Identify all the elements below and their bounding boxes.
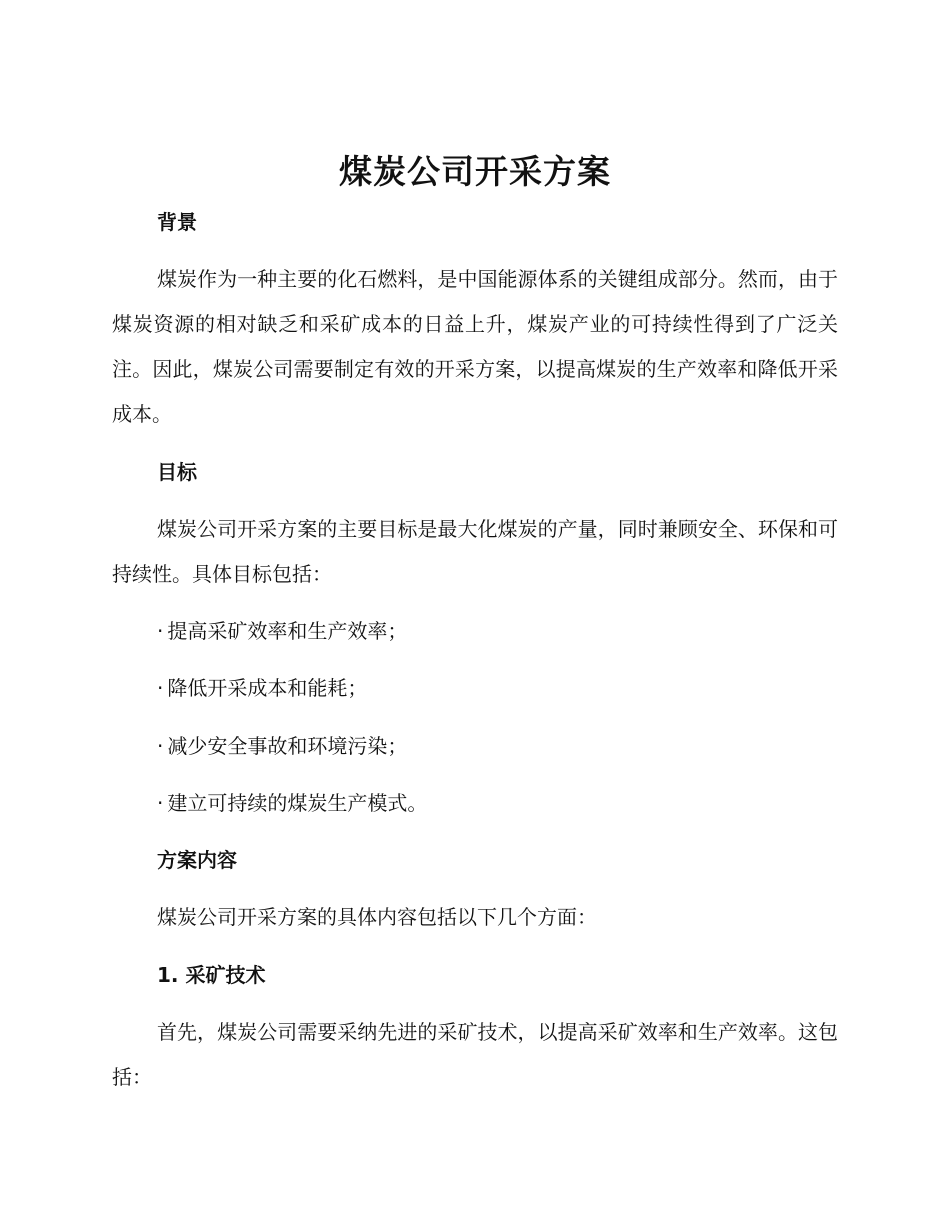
document-title: 煤炭公司开采方案 bbox=[339, 152, 611, 191]
section-heading-plan: 方案内容 bbox=[157, 848, 237, 872]
bullet-dot-icon: · bbox=[157, 619, 164, 643]
goal-item-text: 减少安全事故和环境污染； bbox=[167, 734, 408, 758]
bullet-dot-icon: · bbox=[157, 676, 164, 700]
plan-paragraph: 煤炭公司开采方案的具体内容包括以下几个方面： bbox=[157, 905, 597, 929]
section-heading-goals: 目标 bbox=[157, 460, 197, 484]
background-paragraph: 煤炭作为一种主要的化石燃料，是中国能源体系的关键组成部分。然而，由于煤炭资源的相对缺乏和采矿成本的日益上升，煤炭产业的可持续性得到了广泛关注。因此，煤炭公司需要制定有效的开采方案，以提高煤炭的生产效率和降低开采成本。 bbox=[112, 267, 838, 426]
goal-item bbox=[157, 788, 427, 818]
bullet-dot-icon: · bbox=[157, 791, 164, 815]
goal-item-text: 降低开采成本和能耗； bbox=[167, 676, 368, 700]
bullet-dot-icon: · bbox=[157, 734, 164, 758]
goal-item bbox=[157, 731, 407, 761]
goal-item bbox=[157, 616, 407, 646]
goal-item bbox=[157, 673, 367, 703]
section-heading-background: 背景 bbox=[157, 210, 197, 234]
goals-paragraph: 煤炭公司开采方案的主要目标是最大化煤炭的产量，同时兼顾安全、环保和可持续性。具体目标包括： bbox=[112, 517, 838, 586]
goal-item-text: 提高采矿效率和生产效率； bbox=[167, 619, 408, 643]
mining-tech-paragraph: 首先，煤炭公司需要采纳先进的采矿技术，以提高采矿效率和生产效率。这包括： bbox=[112, 1020, 838, 1089]
goal-item-text: 建立可持续的煤炭生产模式。 bbox=[167, 791, 428, 815]
section-heading-mining-tech: 1. 采矿技术 bbox=[157, 963, 266, 987]
